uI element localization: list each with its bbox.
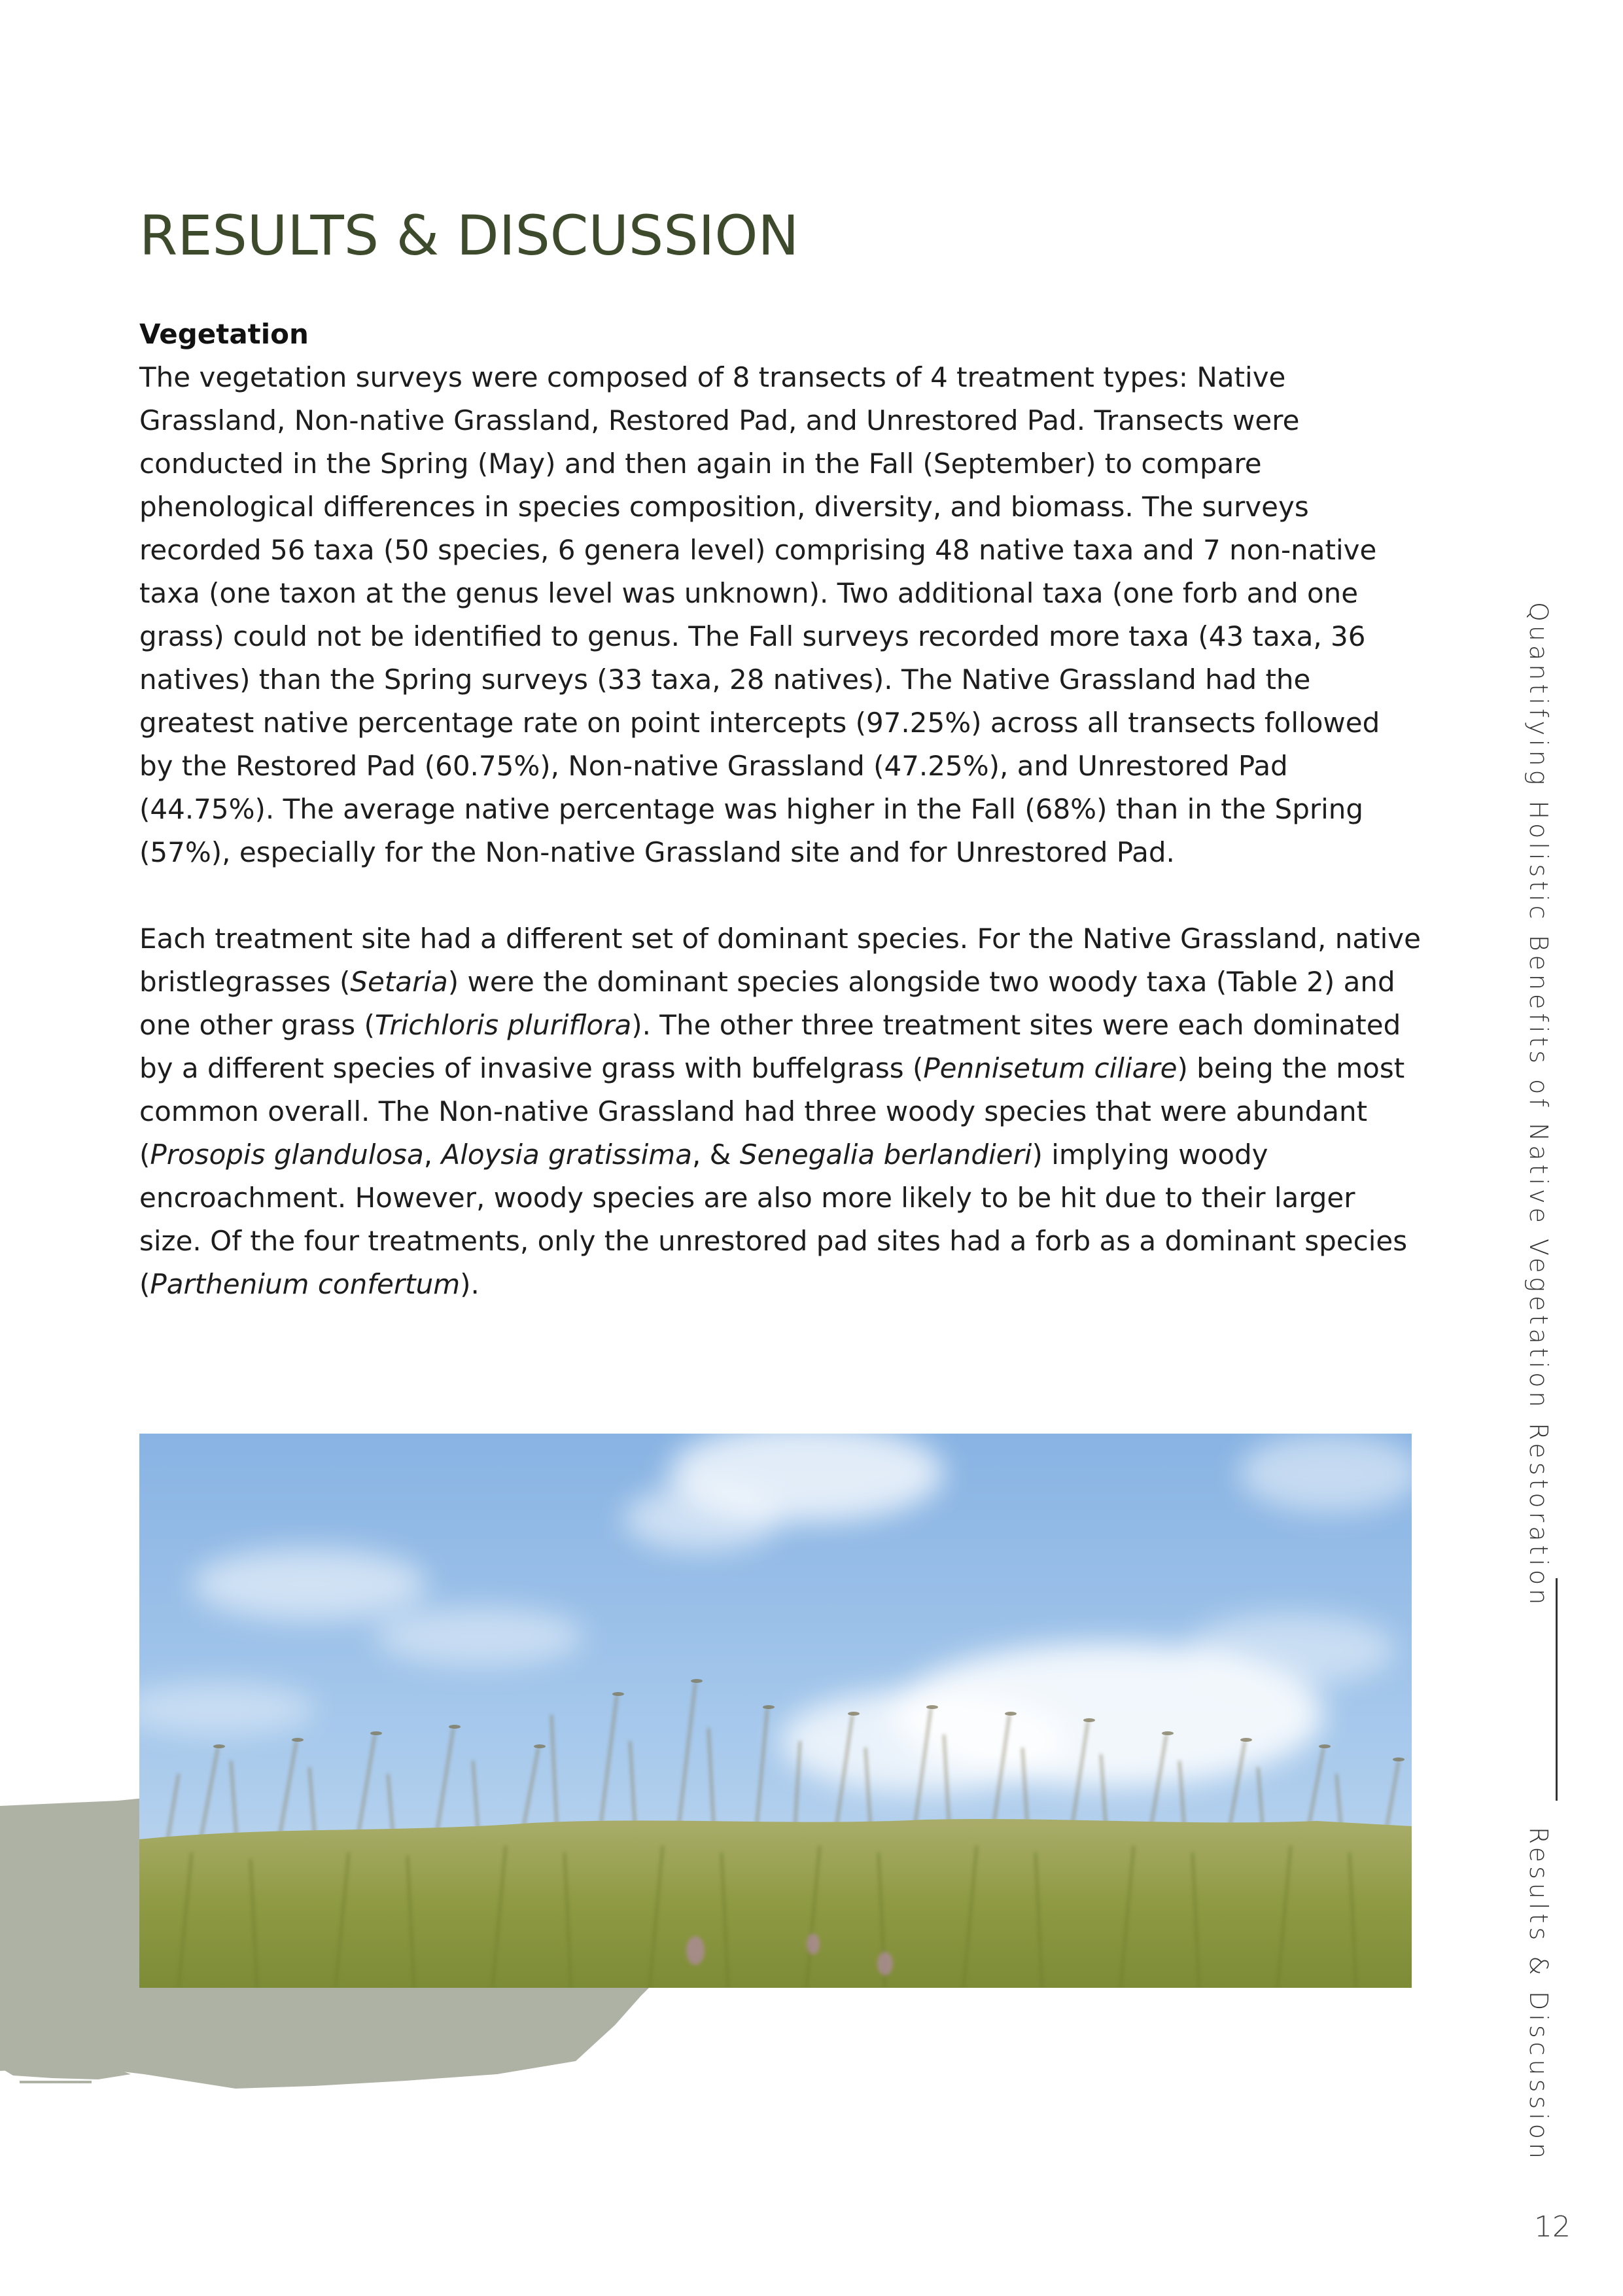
section-label-vertical: Results & Discussion	[1524, 1827, 1553, 2163]
sidebar-divider	[1556, 1578, 1558, 1801]
species-name: Senegalia berlandieri	[739, 1139, 1032, 1171]
paragraph-1: The vegetation surveys were composed of 8 transects of 4 treatment types: Native Grassland, Non-native Grassland, Restored Pad, and Unrestored Pad. Transects were conducted in the Spring (May) and then again in the Fall (September) to compare phenological differences in species composition, diversity, and biomass. The surveys recorded 56 taxa (50 species, 6 genera level) comprising 48 native taxa and 7 non-native taxa (one taxon at the genus level was unknown). Two additional taxa (one forb and one grass) could not be identified to genus. The Fall surveys recorded more taxa (43 taxa, 36 natives) than the Spring surveys (33 taxa, 28 natives). The Native Grassland had the greatest native percentage rate on point intercepts (97.25%) across all transects followed by the Restored Pad (60.75%), Non-native Grassland (47.25%), and Unrestored Pad (44.75%). The average native percentage was higher in the Fall (68%) than in the Spring (57%), especially for the Non-native Grassland site and for Unrestored Pad.	[139, 361, 1380, 868]
species-name: Setaria	[350, 966, 448, 998]
paragraph-2: Each treatment site had a different set of dominant species. For the Native Grassland, native bristlegrasses (Setaria) were the dominant species alongside two woody taxa (Table 2) and one other grass (Trichloris pluriflora). The other three treatment sites were each dominated by a different species of invasive grass with buffelgrass (Pennisetum ciliare) being the most common overall. The Non-native Grassland had three woody species that were abundant (Prosopis glandulosa, Aloysia gratissima, & Senegalia berlandieri) implying woody encroachment. However, woody species are also more likely to be hit due to their larger size. Of the four treatments, only the unrestored pad sites had a forb as a dominant species (Parthenium confertum).	[139, 923, 1421, 1300]
document-title-vertical: Quantifying Holistic Benefits of Native Vegetation Restoration	[1524, 602, 1553, 1609]
page-number: 12	[1534, 2210, 1571, 2244]
species-name: Parthenium confertum	[150, 1268, 461, 1300]
species-name: Prosopis glandulosa	[150, 1139, 424, 1171]
species-name: Trichloris pluriflora	[374, 1009, 632, 1041]
species-name: Aloysia gratissima	[441, 1139, 692, 1171]
species-name: Pennisetum ciliare	[923, 1052, 1178, 1084]
grassland-photo	[139, 1434, 1412, 1988]
section-heading: Vegetation	[139, 318, 309, 350]
body-text	[139, 313, 1422, 1306]
page-title: RESULTS & DISCUSSION	[139, 203, 799, 268]
